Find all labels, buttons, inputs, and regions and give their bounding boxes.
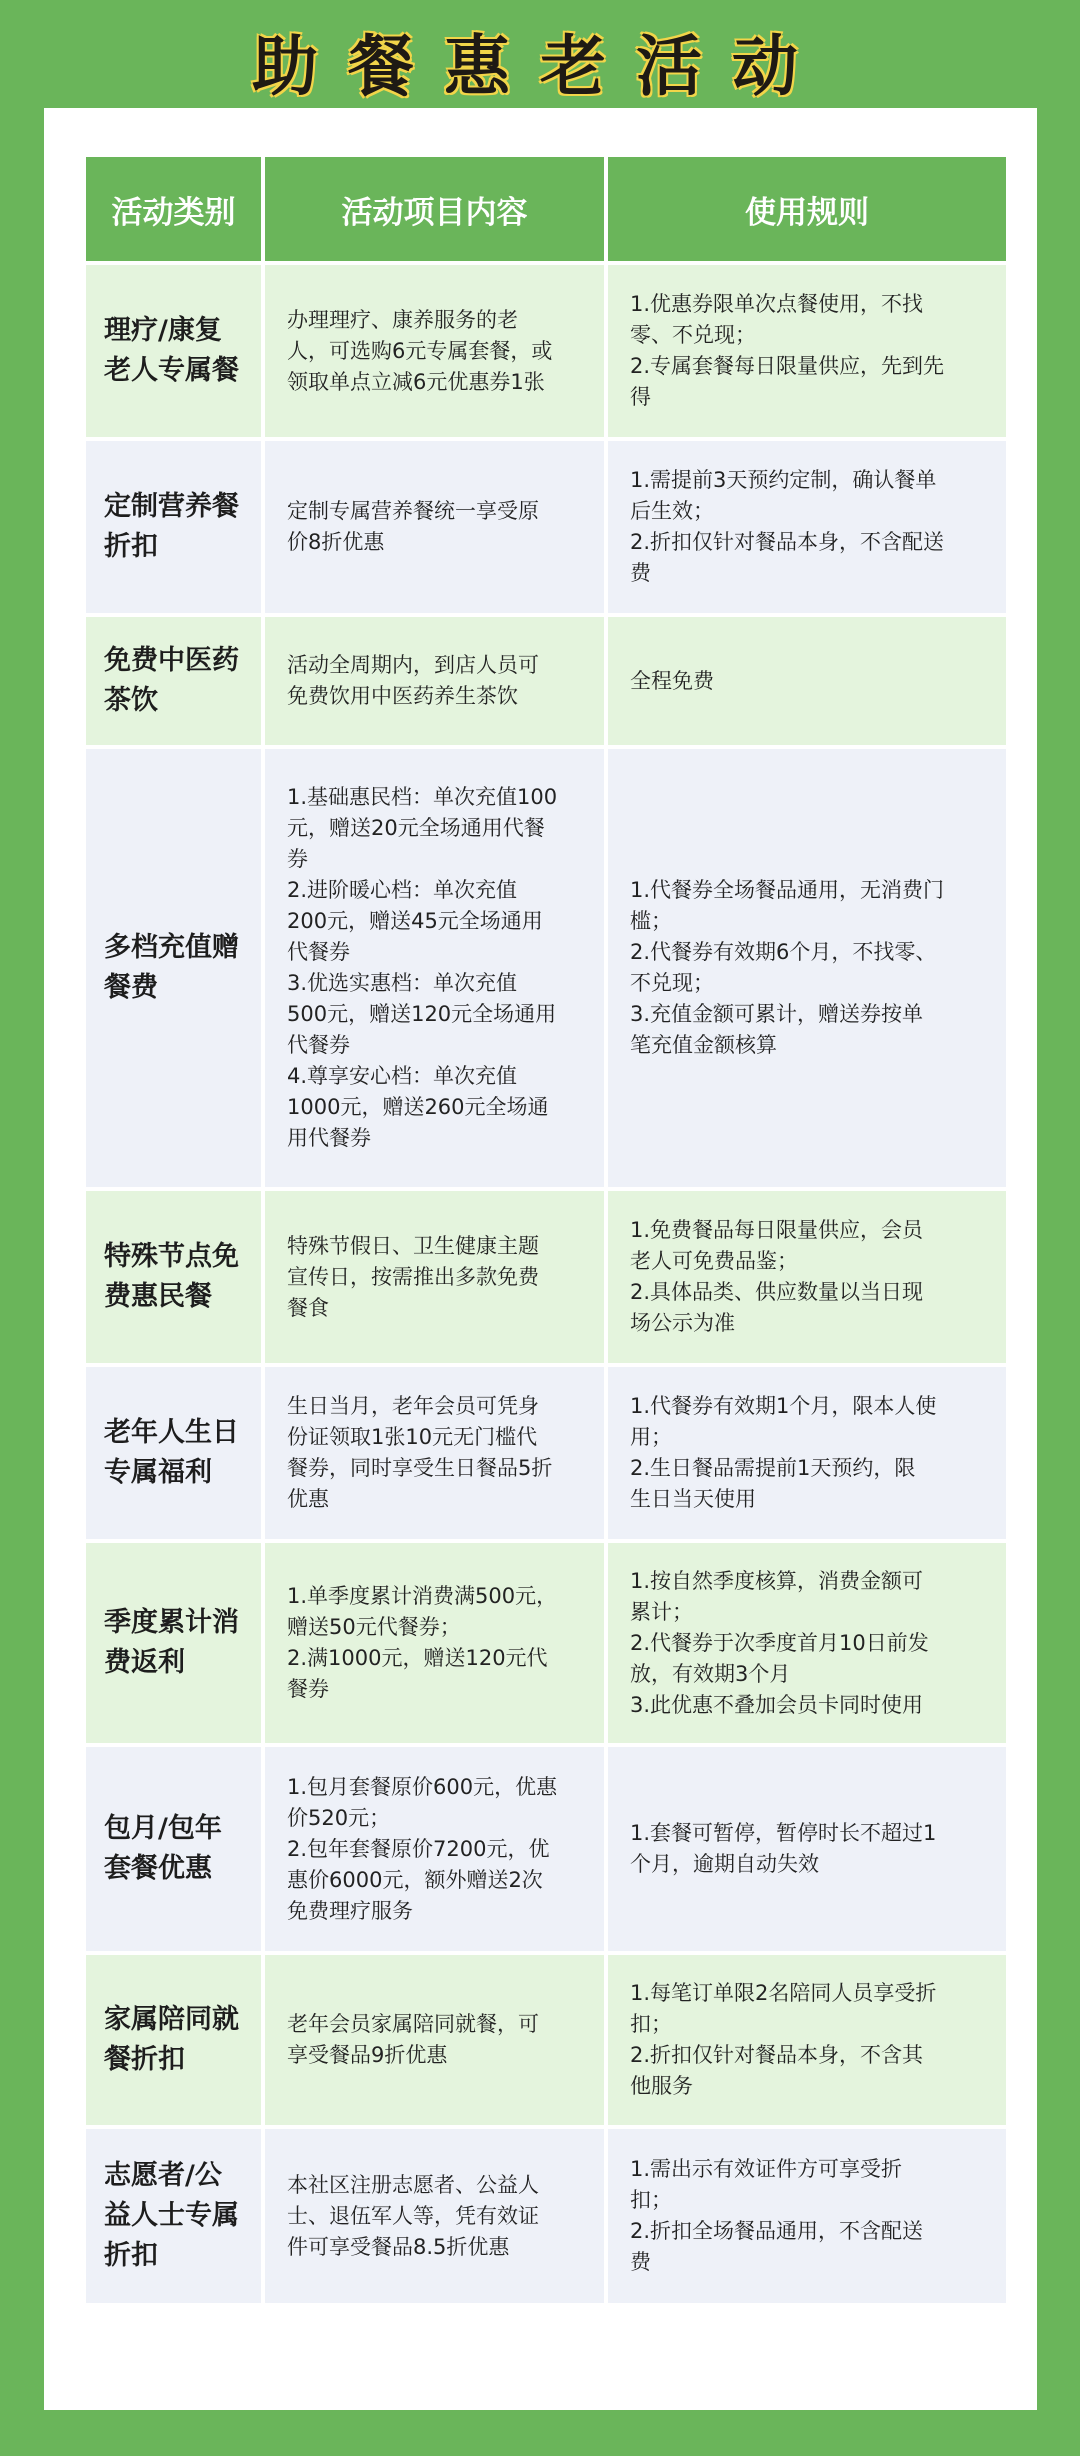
- page-title: 助餐惠老活动: [252, 28, 828, 105]
- row-rules: 1.按自然季度核算，消费金额可 累计； 2.代餐券于次季度首月10日前发 放，有效期3个月 3.此优惠不叠加会员卡同时使用: [608, 1543, 1006, 1743]
- table-row: [86, 749, 1006, 1187]
- row-category: 包月/包年 套餐优惠: [86, 1747, 261, 1951]
- row-category: 老年人生日 专属福利: [86, 1367, 261, 1539]
- row-rules: 1.需出示有效证件方可享受折 扣； 2.折扣全场餐品通用，不含配送 费: [608, 2129, 1006, 2303]
- table-row: [86, 265, 1006, 437]
- row-rules: 全程免费: [608, 617, 1006, 745]
- row-category: 志愿者/公 益人士专属 折扣: [86, 2129, 261, 2303]
- row-rules: 1.套餐可暂停，暂停时长不超过1 个月，逾期自动失效: [608, 1747, 1006, 1951]
- row-rules: 1.免费餐品每日限量供应，会员 老人可免费品鉴； 2.具体品类、供应数量以当日现 场公示为准: [608, 1191, 1006, 1363]
- header-rules: 使用规则: [608, 157, 1006, 261]
- row-rules: 1.代餐券有效期1个月，限本人使 用； 2.生日餐品需提前1天预约，限 生日当天使用: [608, 1367, 1006, 1539]
- row-rules: 1.代餐券全场餐品通用，无消费门 槛； 2.代餐券有效期6个月，不找零、 不兑现； 3.充值金额可累计，赠送券按单 笔充值金额核算: [608, 749, 1006, 1187]
- header-content: 活动项目内容: [265, 157, 604, 261]
- table-row: [86, 1747, 1006, 1951]
- row-category: 理疗/康复 老人专属餐: [86, 265, 261, 437]
- row-category: 多档充值赠 餐费: [86, 749, 261, 1187]
- row-content: 活动全周期内，到店人员可 免费饮用中医药养生茶饮: [265, 617, 604, 745]
- row-category: 特殊节点免 费惠民餐: [86, 1191, 261, 1363]
- activity-table: [82, 153, 1010, 2307]
- row-content: 1.包月套餐原价600元，优惠 价520元； 2.包年套餐原价7200元，优 惠价6000元，额外赠送2次 免费理疗服务: [265, 1747, 604, 1951]
- row-content: 生日当月，老年会员可凭身 份证领取1张10元无门槛代 餐券，同时享受生日餐品5折 优惠: [265, 1367, 604, 1539]
- table-row: [86, 441, 1006, 613]
- header-category: 活动类别: [86, 157, 261, 261]
- table-row: [86, 617, 1006, 745]
- row-content: 1.单季度累计消费满500元， 赠送50元代餐券； 2.满1000元，赠送120元代 餐券: [265, 1543, 604, 1743]
- row-category: 家属陪同就 餐折扣: [86, 1955, 261, 2125]
- row-rules: 1.每笔订单限2名陪同人员享受折 扣； 2.折扣仅针对餐品本身，不含其 他服务: [608, 1955, 1006, 2125]
- row-content: 特殊节假日、卫生健康主题 宣传日，按需推出多款免费 餐食: [265, 1191, 604, 1363]
- row-category: 免费中医药 茶饮: [86, 617, 261, 745]
- row-category: 季度累计消 费返利: [86, 1543, 261, 1743]
- table-row: [86, 1543, 1006, 1743]
- table-header-row: [86, 157, 1006, 261]
- row-content: 定制专属营养餐统一享受原 价8折优惠: [265, 441, 604, 613]
- table-row: [86, 1955, 1006, 2125]
- table-row: [86, 1367, 1006, 1539]
- row-content: 1.基础惠民档：单次充值100 元，赠送20元全场通用代餐 券 2.进阶暖心档：单次充值 200元，赠送45元全场通用 代餐券 3.优选实惠档：单次充值 500元，赠送120元全场通用 代餐券 4.尊享安心档：单次充值 1000元，赠送260元全场通 用代餐券: [265, 749, 604, 1187]
- row-content: 老年会员家属陪同就餐，可 享受餐品9折优惠: [265, 1955, 604, 2125]
- row-category: 定制营养餐 折扣: [86, 441, 261, 613]
- row-content: 办理理疗、康养服务的老 人，可选购6元专属套餐，或 领取单点立减6元优惠券1张: [265, 265, 604, 437]
- table-row: [86, 2129, 1006, 2303]
- row-rules: 1.需提前3天预约定制，确认餐单 后生效； 2.折扣仅针对餐品本身，不含配送 费: [608, 441, 1006, 613]
- table-row: [86, 1191, 1006, 1363]
- row-content: 本社区注册志愿者、公益人 士、退伍军人等，凭有效证 件可享受餐品8.5折优惠: [265, 2129, 604, 2303]
- row-rules: 1.优惠券限单次点餐使用，不找 零、不兑现； 2.专属套餐每日限量供应，先到先 得: [608, 265, 1006, 437]
